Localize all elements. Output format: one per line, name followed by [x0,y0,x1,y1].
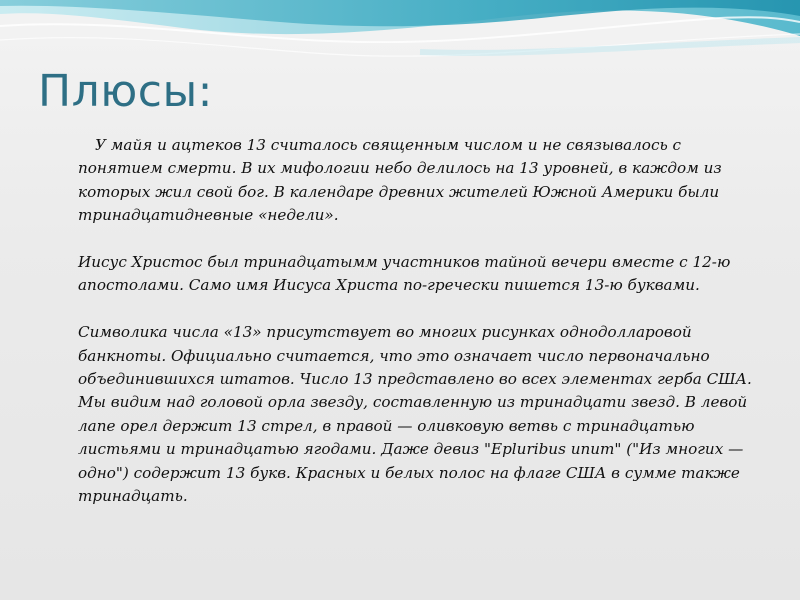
paragraph-jesus-christ: Иисус Христос был тринадцатымм участников тайной вечери вместе с 12-ю апостолами. Само имя Иисуса Христа по-гречески пишется 13-ю буквами. [78,253,731,295]
paragraph-maya-aztec: У майя и ацтеков 13 считалось священным числом и не связывалось с понятием смерти. В их мифологии небо делилось на 13 уровней, в каждом из которых жил свой бог. В календаре древних жителей Южной Америки были тринадцатидневные «недели». [78,136,722,225]
slide-body [78,134,768,508]
paragraph-dollar-symbolism: Символика числа «13» присутствует во многих рисунках однодолларовой банкноты. Официально считается, что это означает число первоначально объединившихся штатов. Число 13 представлено во всех элементах герба США. Мы видим над головой орла звезду, составленную из тринадцати звезд. В левой лапе орел держит 13 стрел, в правой — оливковую ветвь с тринадцатью листьями и тринадцатью ягодами. Даже девиз "Epluribus unum" ("Из многих — одно") содержит 13 букв. Красных и белых полос на флаге США в сумме также тринадцать. [78,323,752,506]
slide-title: Плюсы: [38,66,214,117]
